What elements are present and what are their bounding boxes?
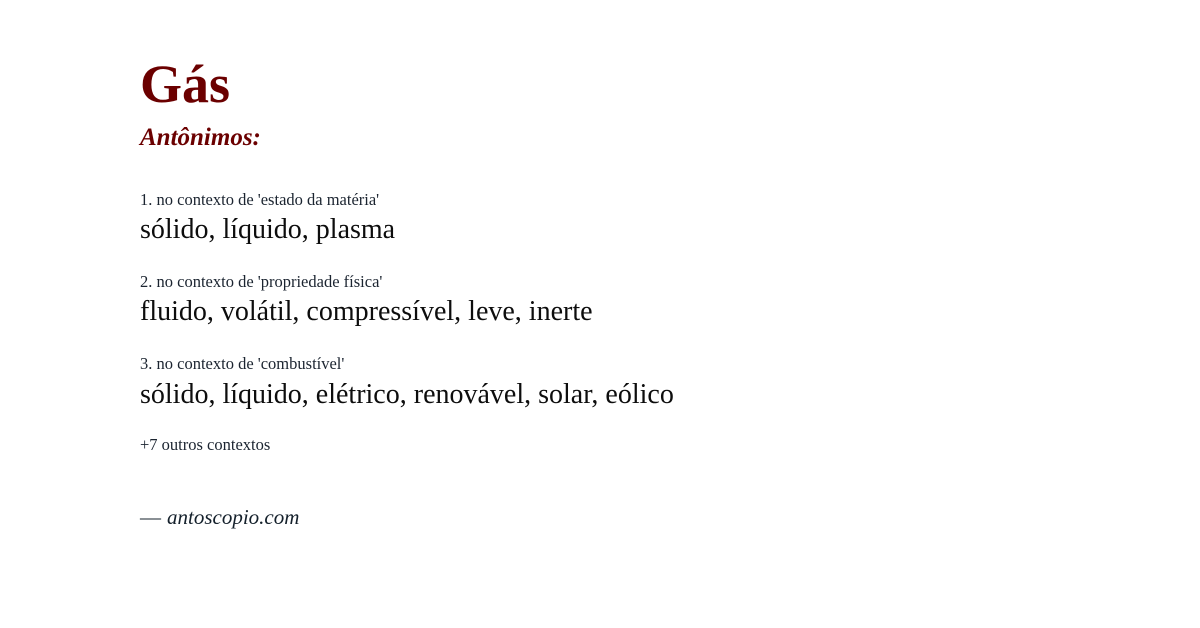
sense-words: sólido, líquido, plasma: [140, 214, 396, 246]
sense-context: 3. no contexto de 'combustível': [140, 354, 345, 374]
source-attribution: [140, 505, 1060, 530]
sense-words: sólido, líquido, elétrico, renovável, solar, eólico: [140, 378, 674, 410]
list-item: [140, 189, 1060, 249]
sense-list: [140, 189, 1060, 414]
section-label: Antônimos:: [140, 123, 261, 151]
sense-words: fluido, volátil, compressível, leve, inerte: [140, 296, 593, 328]
source-name: antoscopio.com: [167, 505, 300, 530]
list-item: [140, 353, 1060, 413]
sense-context: 1. no contexto de 'estado da matéria': [140, 189, 380, 209]
em-dash-icon: —: [140, 505, 161, 530]
page-title: Gás: [140, 54, 231, 114]
list-item: [140, 271, 1060, 331]
more-contexts-note: +7 outros contextos: [140, 435, 271, 455]
sense-context: 2. no contexto de 'propriedade física': [140, 271, 383, 291]
